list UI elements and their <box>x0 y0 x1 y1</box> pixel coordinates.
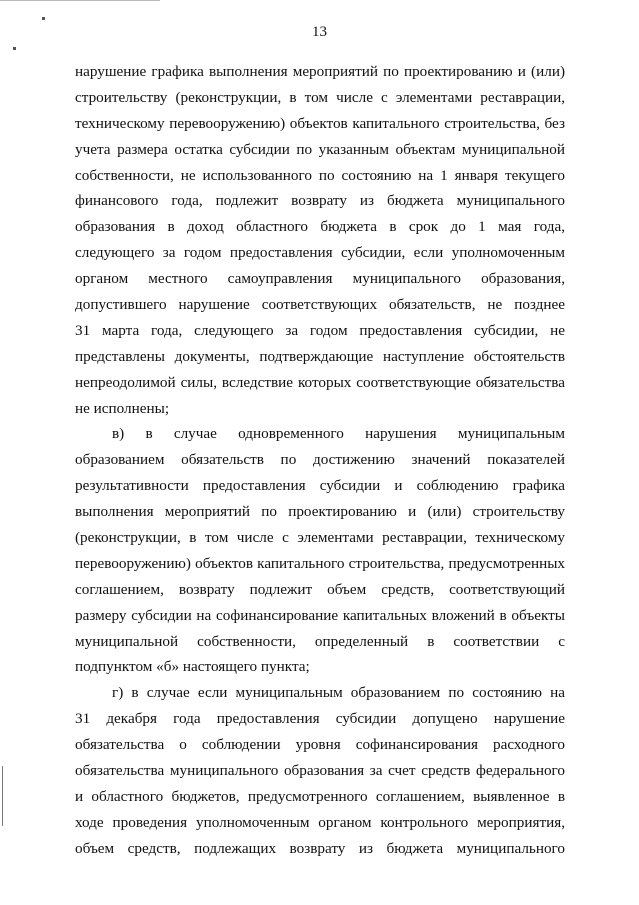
scan-artifact <box>0 0 160 1</box>
text-line: выполнения мероприятий по проектированию и (или) строительству <box>75 503 565 521</box>
text-line: образованием обязательств по достижению значений показателей <box>75 451 565 469</box>
text-line: нарушение графика выполнения мероприятий по проектированию и (или) <box>75 63 565 80</box>
page-number: 13 <box>312 24 327 40</box>
text-line: финансового года, подлежит возврату из бюджета муниципального <box>75 192 565 210</box>
text-line: муниципальной собственности, определенный в соответствии с <box>75 632 565 650</box>
scan-artifact <box>42 17 45 20</box>
text-line: образования в доход областного бюджета в срок до 1 мая года, <box>75 218 565 236</box>
text-line: представлены документы, подтверждающие наступление обстоятельств <box>75 347 565 365</box>
text-line: результативности предоставления субсидии и соблюдению графика <box>75 477 565 495</box>
text-line: обязательства о соблюдении уровня софинансирования расходного <box>75 736 565 754</box>
text-line: размеру субсидии на софинансирование капитальных вложений в объекты <box>75 606 565 624</box>
scan-artifact <box>13 47 16 50</box>
text-line: 31 марта года, следующего за годом предоставления субсидии, не <box>75 321 565 339</box>
text-line: обязательства муниципального образования за счет средств федерального <box>75 762 565 780</box>
text-line: г) в случае если муниципальным образованием по состоянию на <box>112 684 565 702</box>
text-line: объем средств, подлежащих возврату из бюджета муниципального <box>75 839 565 857</box>
text-line: подпунктом «б» настоящего пункта; <box>75 658 310 676</box>
text-line: и областного бюджетов, предусмотренного соглашением, выявленное в <box>75 787 565 805</box>
text-line: органом местного самоуправления муниципального образования, <box>75 270 565 288</box>
text-line: не исполнены; <box>75 399 170 417</box>
text-line: перевооружению) объектов капитального строительства, предусмотренных <box>75 554 565 572</box>
scan-artifact <box>2 766 3 826</box>
text-line: (реконструкции, в том числе с элементами реставрации, техническому <box>75 529 565 547</box>
text-line: учета размера остатка субсидии по указанным объектам муниципальной <box>75 140 565 158</box>
document-body <box>75 59 565 862</box>
text-line: соглашением, возврату подлежит объем средств, соответствующий <box>75 580 565 598</box>
text-line: следующего за годом предоставления субсидии, если уполномоченным <box>75 244 565 262</box>
text-line: техническому перевооружению) объектов капитального строительства, без <box>75 114 565 132</box>
text-line: в) в случае одновременного нарушения муниципальным <box>112 425 565 443</box>
text-line: собственности, не использованного по состоянию на 1 января текущего <box>75 166 565 184</box>
text-line: ходе проведения уполномоченным органом контрольного мероприятия, <box>75 813 565 831</box>
text-line: 31 декабря года предоставления субсидии допущено нарушение <box>75 710 565 728</box>
text-line: непреодолимой силы, вследствие которых соответствующие обязательства <box>75 373 565 391</box>
text-line: допустившего нарушение соответствующих обязательств, не позднее <box>75 296 565 314</box>
text-line: строительству (реконструкции, в том числе с элементами реставрации, <box>75 88 565 106</box>
